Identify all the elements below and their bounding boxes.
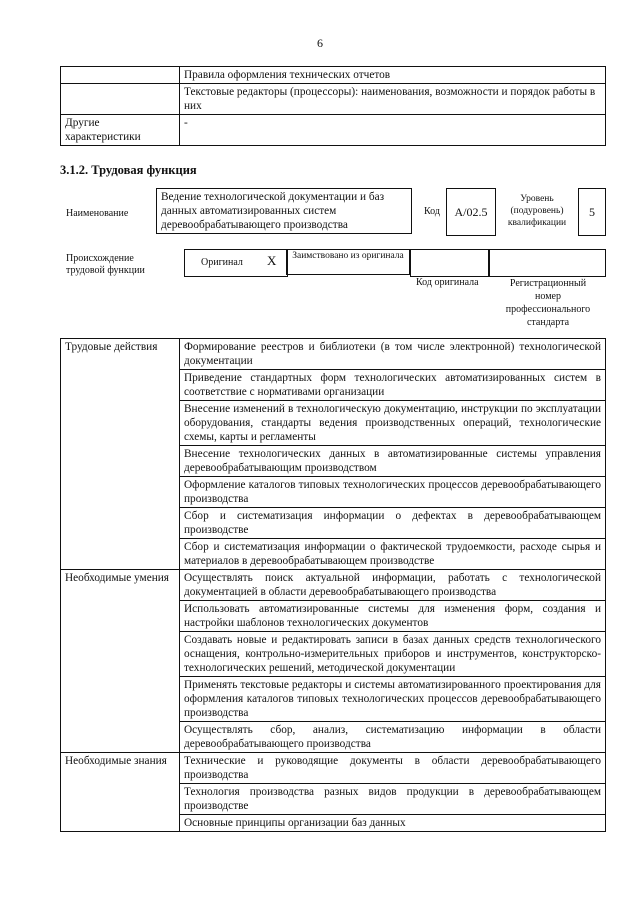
table-row: [61, 115, 606, 146]
list-item: Создавать новые и редактировать записи в базах данных средств технологического оснащения, контрольно-измерительных приборов и инструментов, конструкторско-технологических решений, методической документации: [180, 632, 606, 677]
main-table: [60, 338, 606, 832]
table-row: [61, 753, 606, 784]
list-item: Внесение технологических данных в автоматизированные системы управления деревообрабатывающим производством: [180, 446, 606, 477]
name-label: Наименование: [66, 208, 129, 219]
list-item: Осуществлять поиск актуальной информации, работать с технологической документацией в области деревообрабатывающего производства: [180, 570, 606, 601]
section-head-labor-actions: Трудовые действия: [61, 339, 180, 570]
function-name-box: Ведение технологической документации и баз данных автоматизированных систем деревообрабатывающего производства: [156, 188, 412, 234]
list-item: Использовать автоматизированные системы для изменения форм, создания и настройки шаблонов технологических документов: [180, 601, 606, 632]
list-item: Внесение изменений в технологическую документацию, инструкции по эксплуатации оборудования, стандарты ведения производственных операций, технологические схемы, карты и регламенты: [180, 401, 606, 446]
row-head-other-characteristics: Другие характеристики: [61, 115, 180, 146]
page-number: 6: [317, 36, 323, 50]
list-item: Формирование реестров и библиотеки (в том числе электронной) технологической документации: [180, 339, 606, 370]
table-row: [61, 84, 606, 115]
row-text: -: [180, 115, 606, 146]
table-row: [61, 570, 606, 601]
section-title: 3.1.2. Трудовая функция: [60, 163, 197, 177]
level-label: Уровень (подуровень) квалификации: [507, 194, 567, 228]
list-item: Осуществлять сбор, анализ, систематизацию информации в области деревообрабатывающего производства: [180, 722, 606, 753]
row-head: [61, 67, 180, 84]
reg-number-label: Регистрационный номер профессионального стандарта: [505, 278, 591, 328]
origin-label: Происхождение трудовой функции: [66, 253, 145, 276]
row-text: Текстовые редакторы (процессоры): наименования, возможности и порядок работы в них: [180, 84, 606, 115]
top-table: [60, 66, 606, 146]
table-row: [61, 339, 606, 370]
code-value-box: A/02.5: [446, 188, 496, 236]
list-item: Основные принципы организации баз данных: [180, 815, 606, 832]
section-head-required-knowledge: Необходимые знания: [61, 753, 180, 832]
list-item: Оформление каталогов типовых технологических процессов деревообрабатывающего производства: [180, 477, 606, 508]
section-head-required-skills: Необходимые умения: [61, 570, 180, 753]
list-item: Сбор и систематизация информации о дефектах в деревообрабатывающем производстве: [180, 508, 606, 539]
list-item: Приведение стандартных форм технологических автоматизированных систем в соответствие с нормативами организации: [180, 370, 606, 401]
original-label: Оригинал: [201, 257, 243, 268]
level-value-box: 5: [578, 188, 606, 236]
code-original-label: Код оригинала: [416, 277, 479, 288]
list-item: Технология производства разных видов продукции в деревообрабатывающем производстве: [180, 784, 606, 815]
row-head: [61, 84, 180, 115]
list-item: Технические и руководящие документы в области деревообрабатывающего производства: [180, 753, 606, 784]
table-row: [61, 67, 606, 84]
row-text: Правила оформления технических отчетов: [180, 67, 606, 84]
original-mark: X: [267, 253, 277, 268]
borrowed-box: Заимствовано из оригинала: [286, 249, 410, 275]
reg-number-box: [488, 249, 606, 277]
code-original-box: [410, 249, 490, 277]
code-label: Код: [424, 206, 440, 217]
list-item: Сбор и систематизация информации о фактической трудоемкости, расходе сырья и материалов в деревообрабатывающем производстве: [180, 539, 606, 570]
original-box: [184, 249, 288, 277]
list-item: Применять текстовые редакторы и системы автоматизированного проектирования для оформления каталогов типовых технологических процессов деревообрабатывающего производства: [180, 677, 606, 722]
